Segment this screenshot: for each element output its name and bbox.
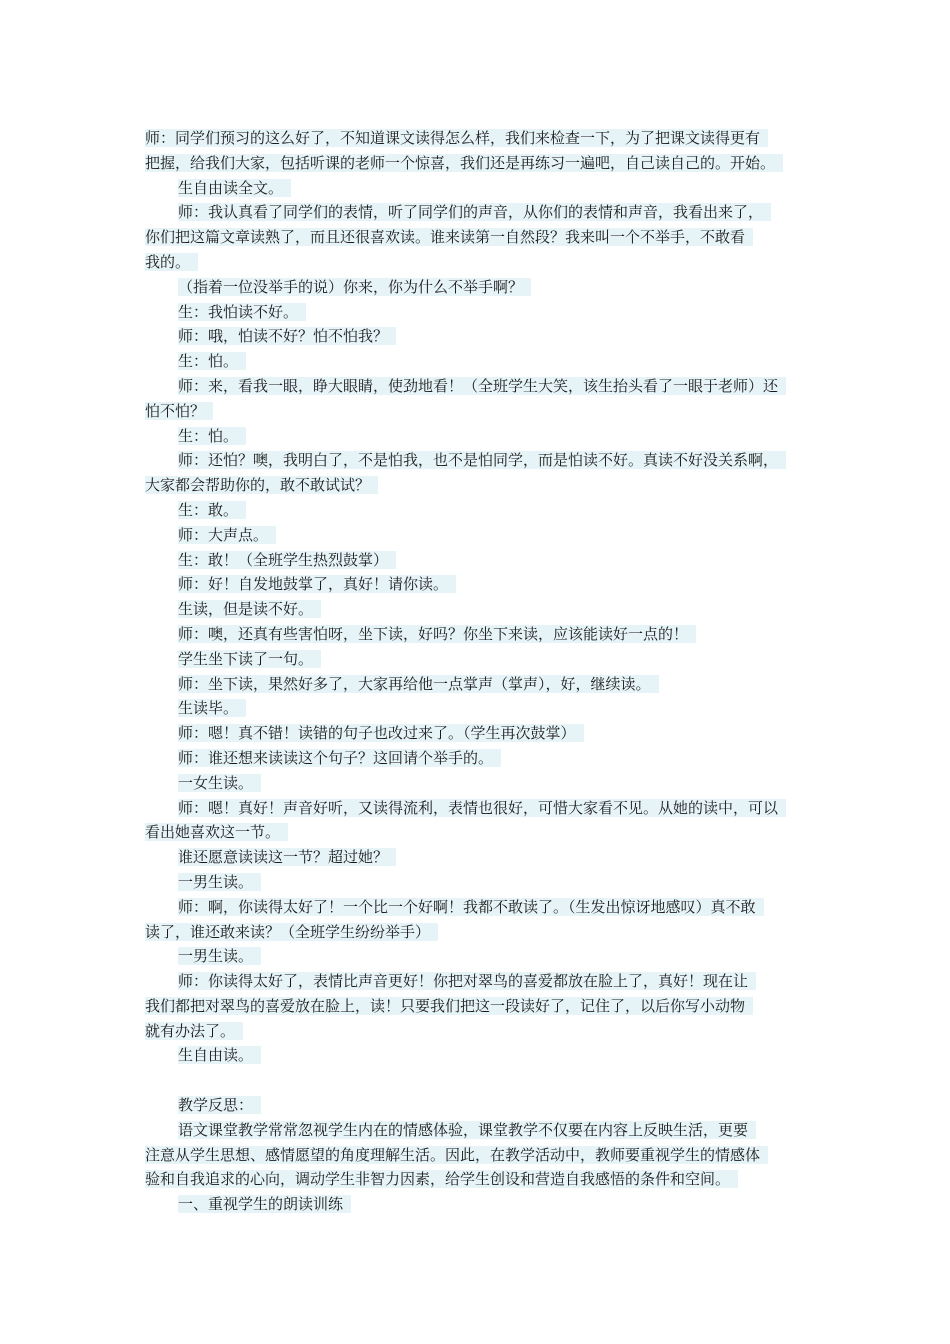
text-line <box>145 1093 810 1118</box>
paragraph <box>145 1093 810 1118</box>
line-text: 生读，但是读不好。 <box>178 600 321 618</box>
line-text: 学生坐下读了一句。 <box>178 650 321 668</box>
text-line <box>145 1167 810 1192</box>
paragraph <box>145 845 810 870</box>
paragraph <box>145 1192 810 1217</box>
text-line <box>145 721 810 746</box>
text-line <box>145 572 810 597</box>
line-text: 生：我怕读不好。 <box>178 303 306 321</box>
paragraph <box>145 870 810 895</box>
text-line <box>145 324 810 349</box>
text-line <box>145 1143 810 1168</box>
line-text: 我的。 <box>145 253 198 271</box>
text-line <box>145 622 810 647</box>
text-line <box>145 250 810 275</box>
text-line <box>145 969 810 994</box>
line-text: 师：噢，还真有些害怕呀，坐下读，好吗？你坐下来读，应该能读好一点的！ <box>178 625 696 643</box>
line-text: 师：啊，你读得太好了！一个比一个好啊！我都不敢读了。（生发出惊讶地感叹）真不敢 <box>178 898 764 916</box>
paragraph <box>145 572 810 597</box>
line-text: 大家都会帮助你的，敢不敢试试？ <box>145 476 378 494</box>
text-line <box>145 1192 810 1217</box>
paragraph <box>145 349 810 374</box>
text-line <box>145 845 810 870</box>
paragraph <box>145 1043 810 1068</box>
paragraph <box>145 448 810 498</box>
line-text: 生读毕。 <box>178 699 246 717</box>
text-line <box>145 225 810 250</box>
line-text: 怕不怕？ <box>145 402 213 420</box>
text-line <box>145 647 810 672</box>
line-text: 一男生读。 <box>178 873 261 891</box>
paragraph <box>145 771 810 796</box>
text-line <box>145 1118 810 1143</box>
line-text: 注意从学生思想、感情愿望的角度理解生活。因此，在教学活动中，教师要重视学生的情感体 <box>145 1146 768 1164</box>
text-line <box>145 920 810 945</box>
line-text: 一、重视学生的朗读训练 <box>178 1195 351 1213</box>
paragraph <box>145 969 810 1043</box>
line-text: 你们把这篇文章读熟了，而且还很喜欢读。谁来读第一自然段？我来叫一个不举手，不敢看 <box>145 228 753 246</box>
text-line <box>145 994 810 1019</box>
paragraph <box>145 424 810 449</box>
line-text: 师：大声点。 <box>178 526 276 544</box>
text-line <box>145 672 810 697</box>
text-line <box>145 523 810 548</box>
line-text: 师：嗯！真好！声音好听，又读得流利，表情也很好，可惜大家看不见。从她的读中，可以 <box>178 799 786 817</box>
text-line <box>145 870 810 895</box>
line-text: 师：坐下读，果然好多了，大家再给他一点掌声（掌声），好，继续读。 <box>178 675 659 693</box>
line-text: 我们都把对翠鸟的喜爱放在脸上，读！只要我们把这一段读好了，记住了，以后你写小动物 <box>145 997 753 1015</box>
text-line <box>145 200 810 225</box>
text-line <box>145 548 810 573</box>
line-text: 生：怕。 <box>178 427 246 445</box>
paragraph <box>145 300 810 325</box>
line-text: 读了，谁还敢来读？（全班学生纷纷举手） <box>145 923 438 941</box>
paragraph <box>145 597 810 622</box>
text-line <box>145 448 810 473</box>
line-text: 把握，给我们大家，包括听课的老师一个惊喜，我们还是再练习一遍吧，自己读自己的。开始。 <box>145 154 783 172</box>
section-spacer <box>145 1068 810 1093</box>
text-line <box>145 746 810 771</box>
line-text: 一男生读。 <box>178 947 261 965</box>
teaching-reflection <box>145 1093 810 1217</box>
line-text: 师：嗯！真不错！读错的句子也改过来了。（学生再次鼓掌） <box>178 724 584 742</box>
line-text: 教学反思： <box>178 1096 261 1114</box>
text-line <box>145 424 810 449</box>
text-line <box>145 1043 810 1068</box>
text-line <box>145 895 810 920</box>
paragraph <box>145 721 810 746</box>
line-text: （指着一位没举手的说）你来，你为什么不举手啊？ <box>178 278 531 296</box>
paragraph <box>145 796 810 846</box>
paragraph <box>145 275 810 300</box>
text-line <box>145 1019 810 1044</box>
line-text: 师：好！自发地鼓掌了，真好！请你读。 <box>178 575 456 593</box>
line-text: 师：谁还想来读读这个句子？这回请个举手的。 <box>178 749 501 767</box>
text-line <box>145 176 810 201</box>
line-text: 师：哦，怕读不好？怕不怕我？ <box>178 327 396 345</box>
lesson-dialogue <box>145 126 810 1068</box>
text-line <box>145 349 810 374</box>
text-line <box>145 374 810 399</box>
paragraph <box>145 672 810 697</box>
line-text: 师：同学们预习的这么好了，不知道课文读得怎么样，我们来检查一下，为了把课文读得更有 <box>145 129 768 147</box>
text-line <box>145 151 810 176</box>
paragraph <box>145 548 810 573</box>
paragraph <box>145 647 810 672</box>
line-text: 师：还怕？噢，我明白了，不是怕我，也不是怕同学，而是怕读不好。真读不好没关系啊， <box>178 451 786 469</box>
text-line <box>145 771 810 796</box>
text-line <box>145 126 810 151</box>
line-text: 谁还愿意读读这一节？超过她？ <box>178 848 396 866</box>
line-text: 生自由读全文。 <box>178 179 291 197</box>
line-text: 就有办法了。 <box>145 1022 243 1040</box>
paragraph <box>145 523 810 548</box>
line-text: 生：敢！（全班学生热烈鼓掌） <box>178 551 396 569</box>
text-line <box>145 399 810 424</box>
text-line <box>145 944 810 969</box>
line-text: 看出她喜欢这一节。 <box>145 823 288 841</box>
paragraph <box>145 895 810 945</box>
paragraph <box>145 374 810 424</box>
paragraph <box>145 1118 810 1192</box>
line-text: 生：敢。 <box>178 501 246 519</box>
text-line <box>145 696 810 721</box>
text-line <box>145 275 810 300</box>
text-line <box>145 597 810 622</box>
text-line <box>145 473 810 498</box>
line-text: 验和自我追求的心向，调动学生非智力因素，给学生创设和营造自我感悟的条件和空间。 <box>145 1170 738 1188</box>
text-line <box>145 796 810 821</box>
paragraph <box>145 746 810 771</box>
paragraph <box>145 622 810 647</box>
line-text: 师：你读得太好了，表情比声音更好！你把对翠鸟的喜爱都放在脸上了，真好！现在让 <box>178 972 756 990</box>
line-text: 师：来，看我一眼，睁大眼睛，使劲地看！（全班学生大笑，该生抬头看了一眼于老师）还 <box>178 377 786 395</box>
paragraph <box>145 200 810 274</box>
line-text: 语文课堂教学常常忽视学生内在的情感体验，课堂教学不仅要在内容上反映生活，更要 <box>178 1121 756 1139</box>
paragraph <box>145 944 810 969</box>
paragraph <box>145 176 810 201</box>
text-line <box>145 498 810 523</box>
document-body <box>145 126 810 1217</box>
paragraph <box>145 696 810 721</box>
paragraph <box>145 498 810 523</box>
paragraph <box>145 126 810 176</box>
line-text: 师：我认真看了同学们的表情，听了同学们的声音，从你们的表情和声音，我看出来了， <box>178 203 771 221</box>
line-text: 一女生读。 <box>178 774 261 792</box>
line-text: 生：怕。 <box>178 352 246 370</box>
text-line <box>145 820 810 845</box>
paragraph <box>145 324 810 349</box>
line-text: 生自由读。 <box>178 1046 261 1064</box>
text-line <box>145 300 810 325</box>
